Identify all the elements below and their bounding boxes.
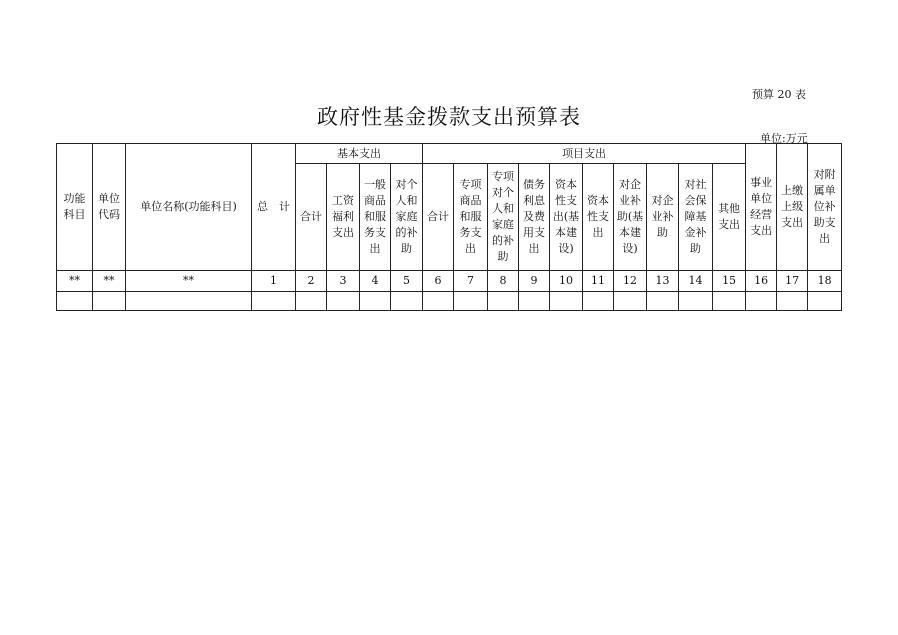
index-cell: 14 xyxy=(679,271,713,292)
index-cell: 15 xyxy=(713,271,746,292)
blank-cell xyxy=(777,292,808,311)
index-cell: ** xyxy=(126,271,252,292)
blank-row xyxy=(57,292,842,311)
blank-cell xyxy=(126,292,252,311)
index-cell: 17 xyxy=(777,271,808,292)
blank-cell xyxy=(57,292,93,311)
index-cell: 9 xyxy=(519,271,550,292)
blank-cell xyxy=(391,292,423,311)
blank-cell xyxy=(93,292,126,311)
header-proj-enterprise: 对企 业补 助 xyxy=(647,164,679,271)
header-proj-capital-build: 资本 性支 出(基 本建 设) xyxy=(550,164,583,271)
header-total: 总 计 xyxy=(252,144,296,271)
header-unit-name: 单位名称(功能科目) xyxy=(126,144,252,271)
header-subsidiary: 对附 属单 位补 助支 出 xyxy=(808,144,842,271)
index-cell: 3 xyxy=(327,271,360,292)
blank-cell xyxy=(327,292,360,311)
index-cell: 11 xyxy=(583,271,614,292)
index-cell: 7 xyxy=(454,271,488,292)
header-proj-capital: 资本 性支 出 xyxy=(583,164,614,271)
header-unit-code: 单位 代码 xyxy=(93,144,126,271)
index-cell: 8 xyxy=(488,271,519,292)
header-proj-enterprise-build: 对企 业补 助(基 本建 设) xyxy=(614,164,647,271)
blank-cell xyxy=(488,292,519,311)
blank-cell xyxy=(808,292,842,311)
header-proj-social: 对社 会保 障基 金补 助 xyxy=(679,164,713,271)
header-basic-group: 基本支出 xyxy=(296,144,423,164)
page-title: 政府性基金拨款支出预算表 xyxy=(317,105,581,129)
index-cell: 12 xyxy=(614,271,647,292)
index-row xyxy=(57,271,842,292)
blank-cell xyxy=(454,292,488,311)
form-number: 预算 20 表 xyxy=(752,88,806,101)
index-cell: 5 xyxy=(391,271,423,292)
index-cell: 6 xyxy=(423,271,454,292)
index-cell: 13 xyxy=(647,271,679,292)
blank-cell xyxy=(647,292,679,311)
index-cell: 2 xyxy=(296,271,327,292)
index-cell: ** xyxy=(57,271,93,292)
header-basic-total: 合计 xyxy=(296,164,327,271)
blank-cell xyxy=(713,292,746,311)
header-basic-goods: 一般 商品 和服 务支 出 xyxy=(360,164,391,271)
index-cell: 18 xyxy=(808,271,842,292)
header-project-group: 项目支出 xyxy=(423,144,746,164)
header-proj-total: 合计 xyxy=(423,164,454,271)
blank-cell xyxy=(252,292,296,311)
blank-cell xyxy=(360,292,391,311)
blank-cell xyxy=(746,292,777,311)
header-basic-wages: 工资 福利 支出 xyxy=(327,164,360,271)
blank-cell xyxy=(583,292,614,311)
blank-cell xyxy=(296,292,327,311)
index-cell: 4 xyxy=(360,271,391,292)
header-proj-debt: 债务 利息 及费 用支 出 xyxy=(519,164,550,271)
header-superior: 上缴 上级 支出 xyxy=(777,144,808,271)
index-cell: ** xyxy=(93,271,126,292)
index-cell: 10 xyxy=(550,271,583,292)
blank-cell xyxy=(679,292,713,311)
header-basic-personal: 对个 人和 家庭 的补 助 xyxy=(391,164,423,271)
header-proj-goods: 专项 商品 和服 务支 出 xyxy=(454,164,488,271)
unit-label: 单位:万元 xyxy=(760,132,808,145)
blank-cell xyxy=(519,292,550,311)
header-proj-other: 其他 支出 xyxy=(713,164,746,271)
index-cell: 1 xyxy=(252,271,296,292)
header-proj-personal: 专项 对个 人和 家庭 的补 助 xyxy=(488,164,519,271)
budget-table xyxy=(56,143,842,311)
header-business: 事业 单位 经营 支出 xyxy=(746,144,777,271)
blank-cell xyxy=(423,292,454,311)
header-func-subject: 功能 科目 xyxy=(57,144,93,271)
blank-cell xyxy=(614,292,647,311)
index-cell: 16 xyxy=(746,271,777,292)
blank-cell xyxy=(550,292,583,311)
